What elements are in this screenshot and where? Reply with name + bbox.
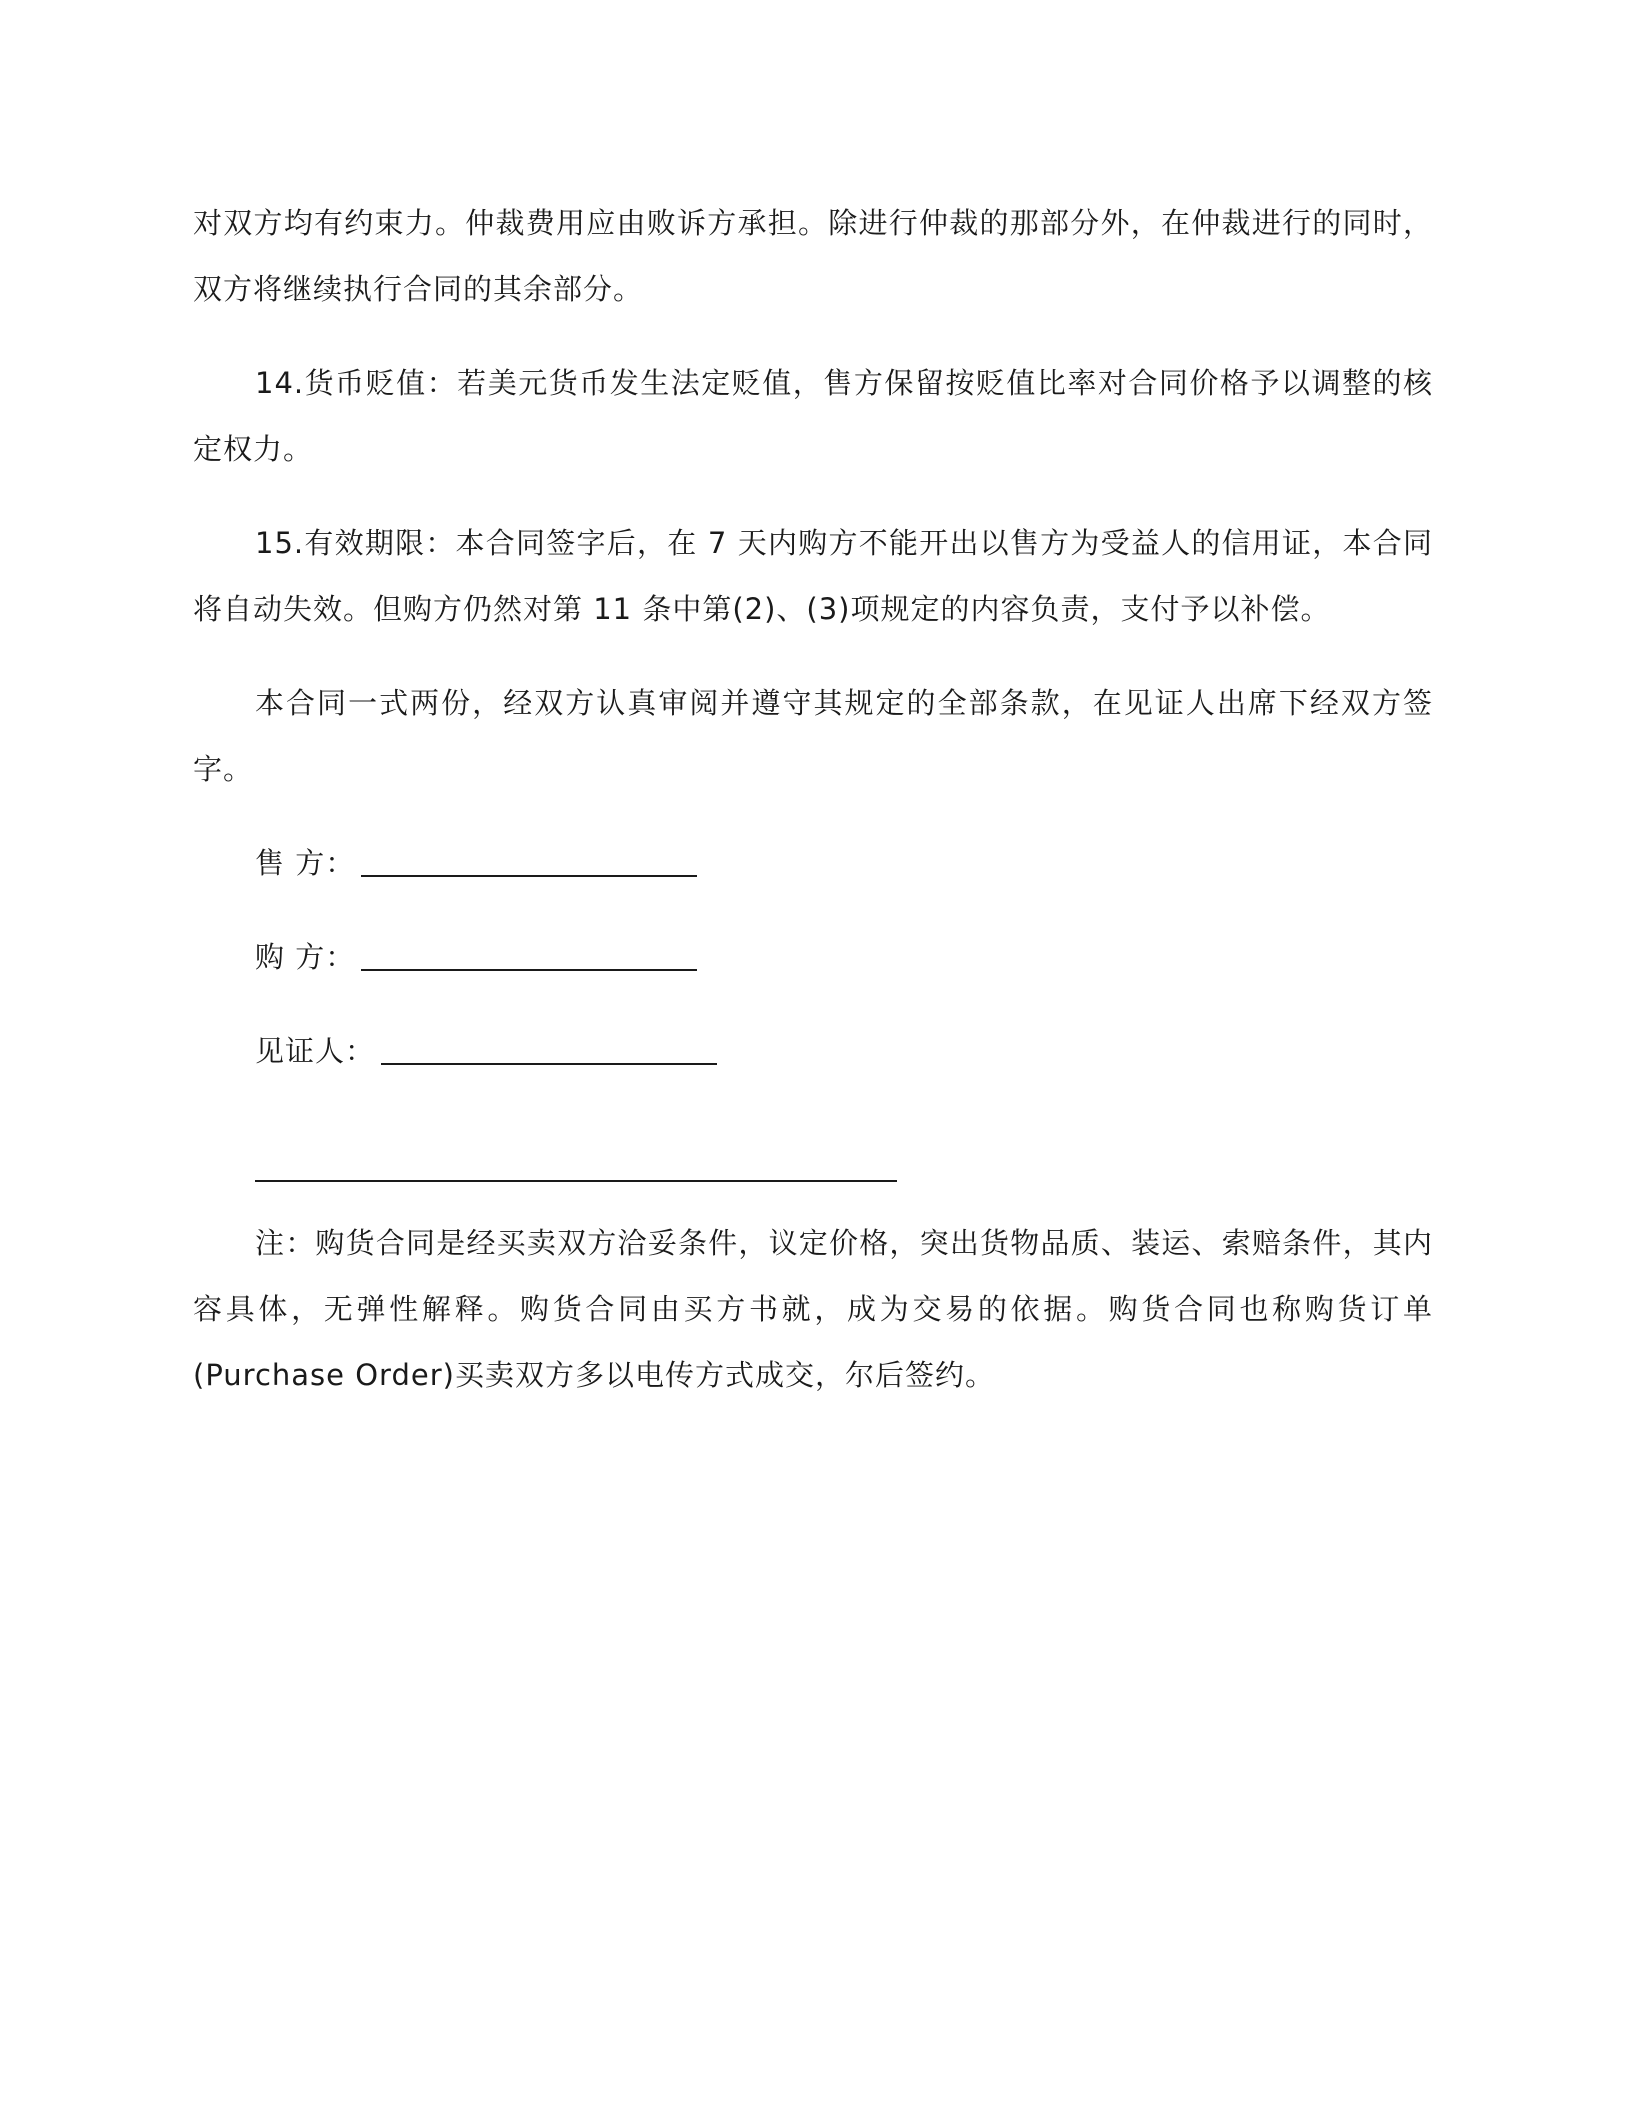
clause-15-validity-period: 15.有效期限：本合同签字后，在 7 天内购方不能开出以售方为受益人的信用证，本合同将自动失效。但购方仍然对第 11 条中第(2)、(3)项规定的内容负责，支付予以补偿。 (193, 526, 1433, 626)
buyer-label: 购 方： (255, 940, 356, 974)
seller-signature-blank[interactable] (361, 845, 697, 877)
date-signature-blank[interactable] (255, 1140, 897, 1182)
witness-label: 见证人： (255, 1034, 376, 1068)
witness-signature-blank[interactable] (381, 1033, 717, 1065)
paragraph-arbitration-continued: 对双方均有约束力。仲裁费用应由败诉方承担。除进行仲裁的那部分外，在仲裁进行的同时，双方将继续执行合同的其余部分。 (193, 206, 1433, 306)
buyer-signature-blank[interactable] (361, 939, 697, 971)
closing-paragraph: 本合同一式两份，经双方认真审阅并遵守其规定的全部条款，在见证人出席下经双方签字。 (193, 686, 1433, 786)
document-body (193, 190, 1433, 1436)
clause-14-currency-devaluation: 14.货币贬值：若美元货币发生法定贬值，售方保留按贬值比率对合同价格予以调整的核定权力。 (193, 366, 1433, 466)
witness-signature-line (193, 1018, 1433, 1084)
seller-signature-line (193, 830, 1433, 896)
seller-label: 售 方： (255, 846, 356, 880)
note-paragraph: 注：购货合同是经买卖双方洽妥条件，议定价格，突出货物品质、装运、索赔条件，其内容具体，无弹性解释。购货合同由买方书就，成为交易的依据。购货合同也称购货订单(Purchase Order)买卖双方多以电传方式成交，尔后签约。 (193, 1226, 1433, 1392)
buyer-signature-line (193, 924, 1433, 990)
